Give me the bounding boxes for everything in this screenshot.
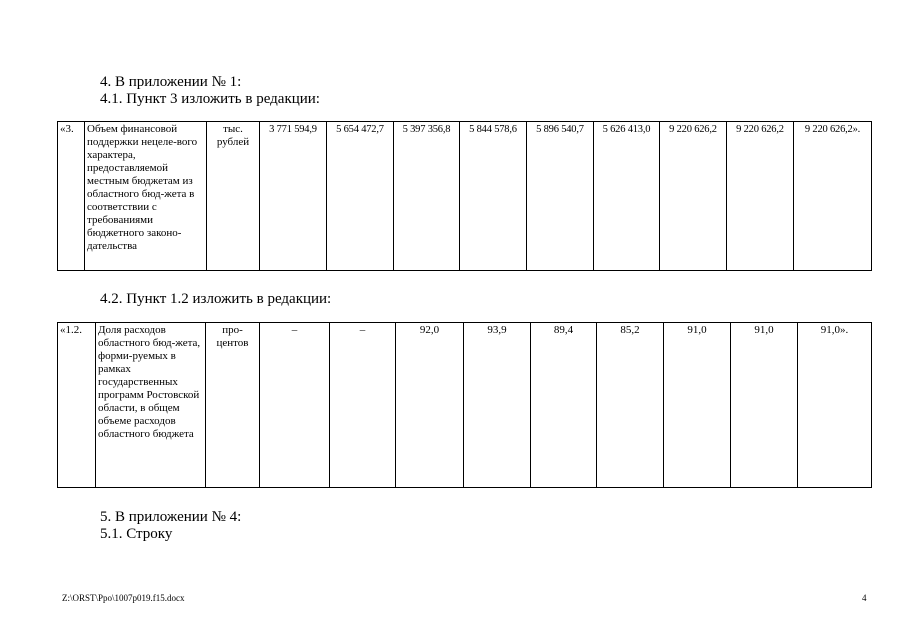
value-cell: 5 896 540,7 bbox=[527, 122, 594, 271]
row-unit: тыс. рублей bbox=[207, 122, 260, 271]
value-cell: 91,0 bbox=[664, 323, 731, 488]
row-unit: про-центов bbox=[206, 323, 260, 488]
value-cell: 5 626 413,0 bbox=[594, 122, 660, 271]
value-cell: 9 220 626,2 bbox=[727, 122, 794, 271]
value-cell: 9 220 626,2». bbox=[794, 122, 872, 271]
row-description: Объем финансовой поддержки нецеле-вого характера, предоставляемой местным бюджетам из областного бюд-жета в соответствии с требованиями бюджетного законо-дательства bbox=[85, 122, 207, 271]
paragraph-item-4-2: 4.2. Пункт 1.2 изложить в редакции: bbox=[100, 291, 332, 307]
page-number: 4 bbox=[862, 593, 867, 603]
value-cell: 3 771 594,9 bbox=[260, 122, 327, 271]
value-cell: 91,0 bbox=[731, 323, 798, 488]
table-item-1-2 bbox=[57, 322, 872, 488]
paragraph-item-5-1: 5.1. Строку bbox=[100, 526, 173, 542]
value-cell: 5 397 356,8 bbox=[394, 122, 460, 271]
table-row bbox=[58, 323, 872, 488]
value-cell: 5 844 578,6 bbox=[460, 122, 527, 271]
paragraph-appendix-1: 4. В приложении № 1: bbox=[100, 74, 242, 90]
paragraph-item-4-1: 4.1. Пункт 3 изложить в редакции: bbox=[100, 91, 320, 107]
value-cell: – bbox=[260, 323, 330, 488]
paragraph-appendix-4: 5. В приложении № 4: bbox=[100, 509, 242, 525]
value-cell: 85,2 bbox=[597, 323, 664, 488]
value-cell: 5 654 472,7 bbox=[327, 122, 394, 271]
value-cell: – bbox=[330, 323, 396, 488]
table-item-3 bbox=[57, 121, 872, 271]
table-row bbox=[58, 122, 872, 271]
row-number: «3. bbox=[58, 122, 85, 271]
value-cell: 91,0». bbox=[798, 323, 872, 488]
value-cell: 93,9 bbox=[464, 323, 531, 488]
row-description: Доля расходов областного бюд-жета, форми-руемых в рамках государственных программ Ростовской области, в общем объеме расходов областного бюджета bbox=[96, 323, 206, 488]
footer-file-path: Z:\ORST\Ppo\1007p019.f15.docx bbox=[62, 593, 185, 603]
value-cell: 9 220 626,2 bbox=[660, 122, 727, 271]
row-number: «1.2. bbox=[58, 323, 96, 488]
value-cell: 89,4 bbox=[531, 323, 597, 488]
value-cell: 92,0 bbox=[396, 323, 464, 488]
